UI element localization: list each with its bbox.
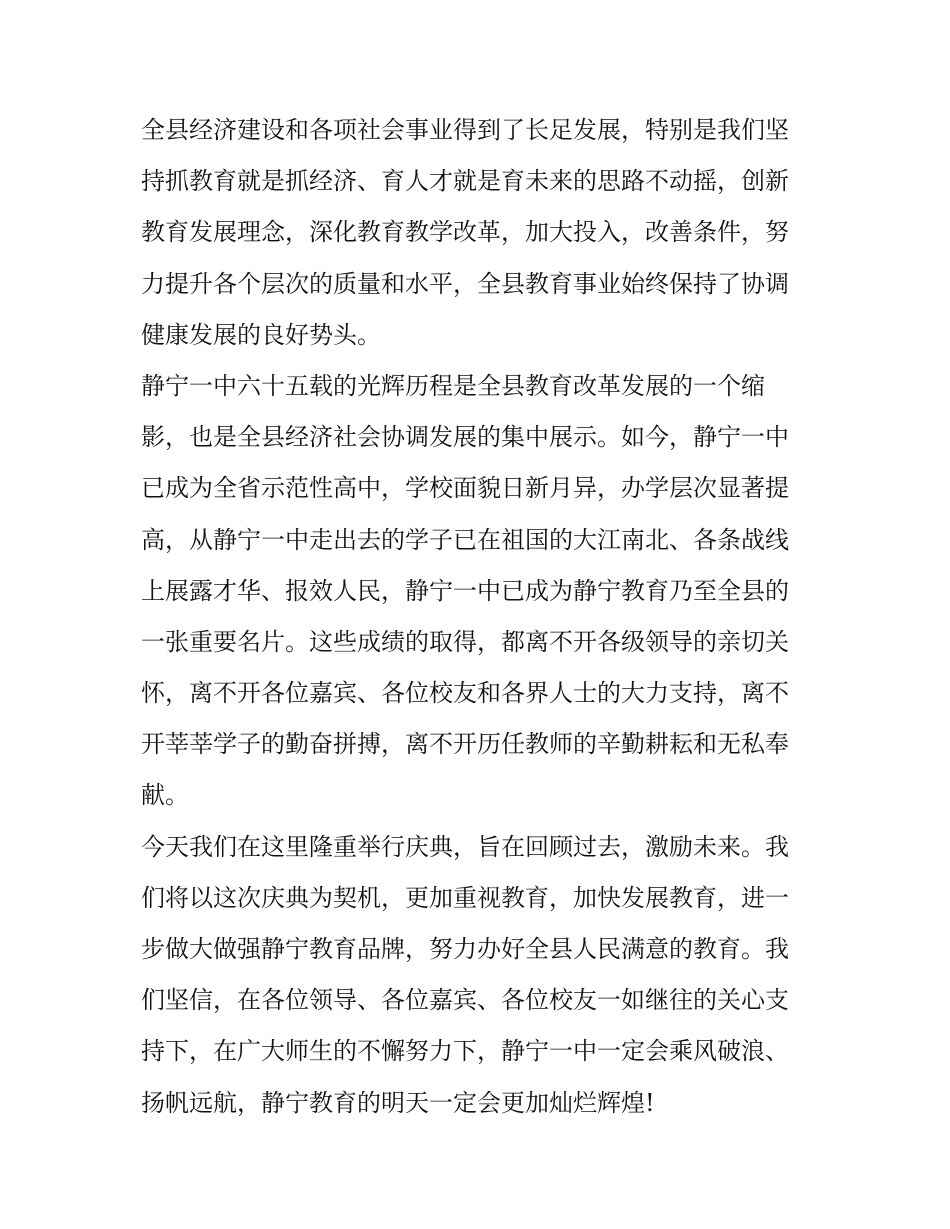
text-line: 高，从静宁一中走出去的学子已在祖国的大江南北、各条战线 <box>141 525 789 554</box>
text-line: 扬帆远航，静宁教育的明天一定会更加灿烂辉煌! <box>141 1088 655 1117</box>
document-body <box>141 105 816 1129</box>
text-line: 力提升各个层次的质量和水平，全县教育事业始终保持了协调 <box>141 269 789 298</box>
text-line: 开莘莘学子的勤奋拼搏，离不开历任教师的辛勤耕耘和无私奉 <box>141 730 789 759</box>
text-line: 们坚信，在各位领导、各位嘉宾、各位校友一如继往的关心支 <box>141 986 789 1015</box>
text-line: 上展露才华、报效人民，静宁一中已成为静宁教育乃至全县的 <box>141 576 789 605</box>
text-line: 静宁一中六十五载的光辉历程是全县教育改革发展的一个缩 <box>141 371 765 400</box>
text-line: 持抓教育就是抓经济、育人才就是育未来的思路不动摇，创新 <box>141 167 789 196</box>
text-line: 怀，离不开各位嘉宾、各位校友和各界人士的大力支持，离不 <box>141 679 789 708</box>
text-line: 已成为全省示范性高中，学校面貌日新月异，办学层次显著提 <box>141 474 789 503</box>
text-line: 持下，在广大师生的不懈努力下，静宁一中一定会乘风破浪、 <box>141 1037 789 1066</box>
text-line: 今天我们在这里隆重举行庆典，旨在回顾过去，激励未来。我 <box>141 832 789 861</box>
text-line: 步做大做强静宁教育品牌，努力办好全县人民满意的教育。我 <box>141 935 789 963</box>
text-line: 一张重要名片。这些成绩的取得，都离不开各级领导的亲切关 <box>141 627 789 656</box>
text-line: 全县经济建设和各项社会事业得到了长足发展，特别是我们坚 <box>141 116 789 144</box>
text-line: 健康发展的良好势头。 <box>141 320 381 349</box>
text-line: 献。 <box>141 781 189 810</box>
text-line: 们将以这次庆典为契机，更加重视教育，加快发展教育，进一 <box>141 883 789 912</box>
text-line: 影，也是全县经济社会协调发展的集中展示。如今，静宁一中 <box>141 423 789 452</box>
text-line: 教育发展理念，深化教育教学改革，加大投入，改善条件，努 <box>141 218 789 247</box>
